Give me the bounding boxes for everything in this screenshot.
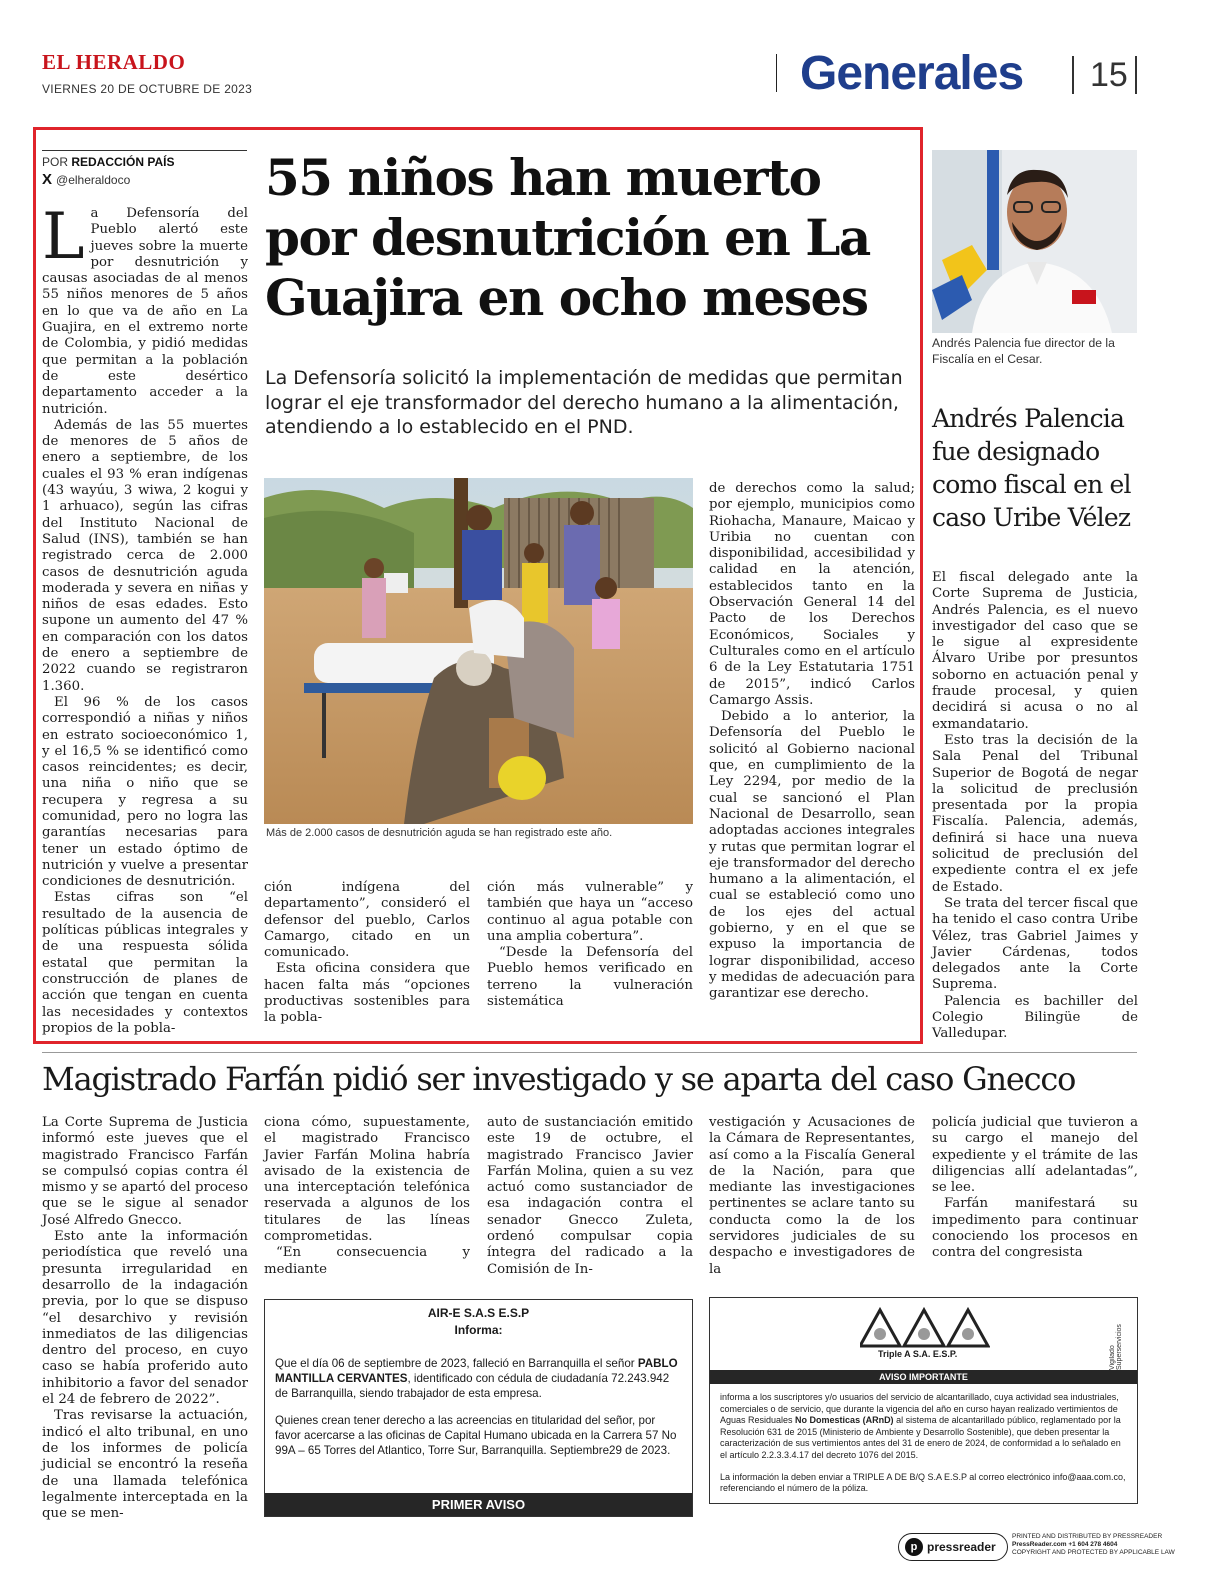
superservicios-mark: Vigilado Superservicios: [1109, 1324, 1123, 1370]
second-col-4: [709, 1115, 915, 1278]
ad-text: informa a los suscriptores y/o usuarios del servicio de alcantarillado, cuya actividad sea industriales, comerciales o de servicio, que durante la vigencia del año en curso hayan realizado vertimientos de Aguas Residuales No Domesticas (ARnD) al sistema de alcantarillado público, reglamentado por la Resolución 631 de 2015 (Ministerio de Ambiente y Desarrollo Sostenible), que deben presentar la caracterización de sus vertimientos antes del 31 de enero de 2024, de conformidad a lo señalado en el artículo 2.2.3.3.4.17 del decreto 1076 del 2015.: [720, 1392, 1121, 1460]
pressreader-icon: p: [905, 1538, 923, 1556]
sidebar-photo-caption: Andrés Palencia fue director de la Fiscalía en el Cesar.: [932, 336, 1115, 366]
triple-a-notice-ad: [709, 1297, 1138, 1504]
paragraph: “Desde la Defensoría del Pueblo hemos verificado en terreno la vulneración sistemática: [487, 945, 693, 1010]
main-col-2: [264, 880, 470, 1027]
masthead-divider: [776, 54, 777, 92]
paragraph: ción más vulnerable” y también que haya un “acceso continuo al agua potable con una amplia cobertura”.: [487, 880, 693, 944]
page-number: 15: [1090, 56, 1128, 94]
main-col-1: [42, 200, 248, 1037]
social-handle[interactable]: [42, 171, 130, 188]
ad-footer: PRIMER AVISO: [265, 1493, 692, 1516]
issue-date: VIERNES 20 DE OCTUBRE DE 2023: [42, 82, 253, 96]
paragraph: El 96 % de los casos correspondió a niñas y niños en estrato socioeconómico 1, y el 16,5 % se identificó como casos reincidentes; es decir, una niña o niño que se recupera y regresa a su comunidad, pero no logra las garantías necesarias para tener un estado óptimo de nutrición y vuelve a presentar condiciones de desnutrición.: [42, 694, 248, 890]
second-col-5: [932, 1115, 1138, 1262]
photo-caption: Más de 2.000 casos de desnutrición aguda se han registrado este año.: [266, 827, 613, 839]
second-col-2: [264, 1115, 470, 1278]
page-number-divider: [1135, 56, 1137, 94]
main-headline: 55 niños han muerto por desnutrición en La Guajira en ocho meses: [265, 148, 870, 327]
paragraph: La Defensoría del Pueblo alertó este jueves sobre la muerte por desnutrición y causas asociadas de al menos 55 niños menores de 5 años en lo que va de año en La Guajira, en el extremo norte de Colombia, y pidió medidas que permitan a la población de este desértico departamento acceder a la nutrición.: [42, 200, 248, 417]
ad-bar: AVISO IMPORTANTE: [710, 1370, 1137, 1384]
paragraph: Palencia es bachiller del Colegio Bilingüe de Valledupar.: [932, 993, 1138, 1042]
paragraph: “En consecuencia y mediante: [264, 1245, 470, 1277]
paragraph: auto de sustanciación emitido este 19 de octubre, el magistrado Francisco Javier Farfán Molina, quien a su vez actuó como sustanciador de esa indagación contra el senador Gnecco Zuleta, ordenó compulsar copia íntegra del radicado a la Comisión de In-: [487, 1115, 693, 1277]
paragraph: ción indígena del departamento”, consideró el defensor del pueblo, Carlos Camargo, citado en un comunicado.: [264, 880, 470, 961]
deceased-name: PABLO MANTILLA CERVANTES: [275, 1357, 678, 1385]
section-divider: [1072, 56, 1074, 94]
ad-logo-area: [710, 1298, 1137, 1370]
paragraph: de derechos como la salud; por ejemplo, municipios como Riohacha, Manaure, Maicao y Uribia no cuentan con disponibilidad, accesibilidad y calidad en la atención, establecidos tanto en la Observación General 14 del Pacto de los Derechos Económicos, Sociales y Culturales como en el artículo 6 de la Ley Estatutaria 1751 de 2015”, indicó Carlos Camargo Assis.: [709, 481, 915, 708]
paragraph: Esto ante la información periodística que reveló una presunta irregularidad en desarrollo de la indagación previa, por lo que se dispuso “el desarchivo y revisión inmediatos de las diligencias dentro del proceso, en cuyo caso se había proferido auto inhibitorio a favor del senador el 24 de febrero de 2022”.: [42, 1229, 248, 1408]
sidebar-headline: Andrés Palencia fue designado como fiscal en el caso Uribe Vélez: [932, 404, 1131, 532]
pressreader-label: pressreader: [927, 1540, 996, 1554]
pressreader-info: PRINTED AND DISTRIBUTED BY PRESSREADER PressReader.com +1 604 278 4604 COPYRIGHT AND PROTECTED BY APPLICABLE LAW: [1012, 1533, 1175, 1556]
newspaper-logo: EL HERALDO: [42, 50, 186, 74]
paragraph: Esta oficina considera que hacen falta más “opciones productivas sostenibles para la pobla-: [264, 961, 470, 1026]
main-col-3: [487, 880, 693, 1010]
ad-text-2: La información la deben enviar a TRIPLE A DE B/Q S.A E.S.P al correo electrónico info@aaa.com.co, referenciando el número de la póliza.: [720, 1471, 1126, 1494]
paragraph: Se trata del tercer fiscal que ha tenido el caso contra Uribe Vélez, tras Gabriel Jaimes y Javier Cárdenas, todos delegados ante la Corte Suprema.: [932, 895, 1138, 993]
triple-a-logo-icon: [860, 1306, 990, 1350]
paragraph: Esto tras la decisión de la Sala Penal del Tribunal Superior de Bogotá de negar la solicitud de preclusión presentada por la propia Fiscalía. Palencia, además, definirá si hace una nueva solicitud de preclusión del expediente contra el ex jefe de Estado.: [932, 732, 1138, 895]
byline-prefix: POR: [42, 155, 72, 169]
paragraph: El fiscal delegado ante la Corte Suprema de Justicia, Andrés Palencia, es el nuevo investigador del caso que se le sigue al expresidente Álvaro Uribe por presuntos soborno en actuación penal y fraude procesal, y quien decidirá si acusa o no al exmandatario.: [932, 570, 1138, 732]
ad-body: Que el día 06 de septiembre de 2023, falleció en Barranquilla el señor PABLO MANTILLA CERVANTES, identificado con cédula de ciudadanía 72.243.942 de Barranquilla, siendo trabajador de esta empresa.: [275, 1357, 678, 1400]
section-rule: [42, 1052, 1137, 1053]
ad-title: AIR-E S.A.S E.S.P: [427, 1306, 530, 1320]
second-col-1: [42, 1115, 248, 1522]
ad-company-name: Triple A S.A. E.S.P.: [878, 1349, 958, 1359]
paragraph: Debido a lo anterior, la Defensoría del Pueblo le solicitó al Gobierno nacional que, en cumplimiento de la Ley 2294, por medio de la cual se sancionó el Plan Nacional de Desarrollo, sean adoptadas acciones integrales y rutas que permitan lograr el eje transformador del derecho humano a la alimentación, el cual se estableció como uno de los ejes del actual gobierno, y en el que se expuso la importancia de lograr disponibilidad, acceso y medidas de adecuación para garantizar ese derecho.: [709, 709, 915, 1002]
x-logo-icon: X: [42, 171, 53, 188]
paragraph: Farfán manifestará su impedimento para continuar conociendo los procesos en contra del congresista: [932, 1196, 1138, 1261]
byline: [42, 155, 174, 169]
byline-author: REDACCIÓN PAÍS: [71, 155, 175, 169]
section-title: Generales: [800, 47, 1024, 100]
paragraph: Estas cifras son “el resultado de la ausencia de políticas públicas integrales y de una respuesta sólida estatal que permitan la construcción de planes de acción que tengan en cuenta las necesidades y contextos propios de la pobla-: [42, 890, 248, 1036]
paragraph: policía judicial que tuvieron a su cargo el manejo del expediente y el trámite de las diligencias allí adelantadas”, se lee.: [932, 1115, 1138, 1196]
ad-body-2: Quienes crean tener derecho a las acreencias en titularidad del señor, por favor acercarse a las oficinas de Capital Humano ubicada en la Carrera 57 No 99A – 65 Torres del Atlantico, Torre Sur, Barranquilla. Septiembre29 de 2023.: [275, 1414, 677, 1457]
second-col-3: [487, 1115, 693, 1278]
paragraph: Tras revisarse la actuación, indicó el alto tribunal, en uno de los informes de policía judicial se encontró la reseña de una llamada telefónica legalmente interceptada en la que se men-: [42, 1408, 248, 1522]
drop-cap: L: [42, 200, 85, 274]
byline-rule: [42, 150, 247, 151]
paragraph: vestigación y Acusaciones de la Cámara de Representantes, así como a la Fiscalía General de la Nación, para que mediante las investigaciones pertinentes se aclare tanto su conducta como la de los servidores judiciales de su despacho e investigadores de la: [709, 1115, 915, 1277]
air-e-notice-ad: [264, 1299, 693, 1517]
pressreader-badge[interactable]: [898, 1533, 1008, 1561]
sidebar-body: [932, 570, 1138, 1043]
handle-text: @elheraldoco: [56, 172, 131, 187]
main-col-4: [709, 481, 915, 1003]
main-deck: La Defensoría solicitó la implementación de medidas que permitan lograr el eje transformador del derecho humano a la alimentación, atendiendo a lo establecido en el PND.: [265, 367, 903, 438]
article-photo: [264, 478, 693, 824]
ad-subtitle: Informa:: [454, 1323, 503, 1337]
paragraph: Además de las 55 muertes de menores de 5 años de enero a septiembre, de los cuales el 93 % eran indígenas (43 wayúu, 3 wiwa, 2 kogui y 1 arhuaco), según las cifras del Instituto Nacional de Salud (INS), también se han registrado cerca de 2.000 casos de desnutrición aguda moderada y severa en niñas y niños de esas edades. Esto supone un aumento del 47 % en comparación con los datos de enero a septiembre de 2022 cuando se registraron 1.360.: [42, 417, 248, 694]
paragraph: ciona cómo, supuestamente, el magistrado Francisco Javier Farfán Molina habría avisado de la existencia de una interceptación telefónica reservada a algunos de los titulares de las líneas comprometidas.: [264, 1115, 470, 1245]
sidebar-photo: [932, 150, 1137, 333]
second-headline: Magistrado Farfán pidió ser investigado y se aparta del caso Gnecco: [42, 1060, 1076, 1098]
paragraph: La Corte Suprema de Justicia informó este jueves que el magistrado Francisco Farfán se compulsó copias contra él mismo y se apartó del proceso que se le sigue al senador José Alfredo Gnecco.: [42, 1115, 248, 1228]
